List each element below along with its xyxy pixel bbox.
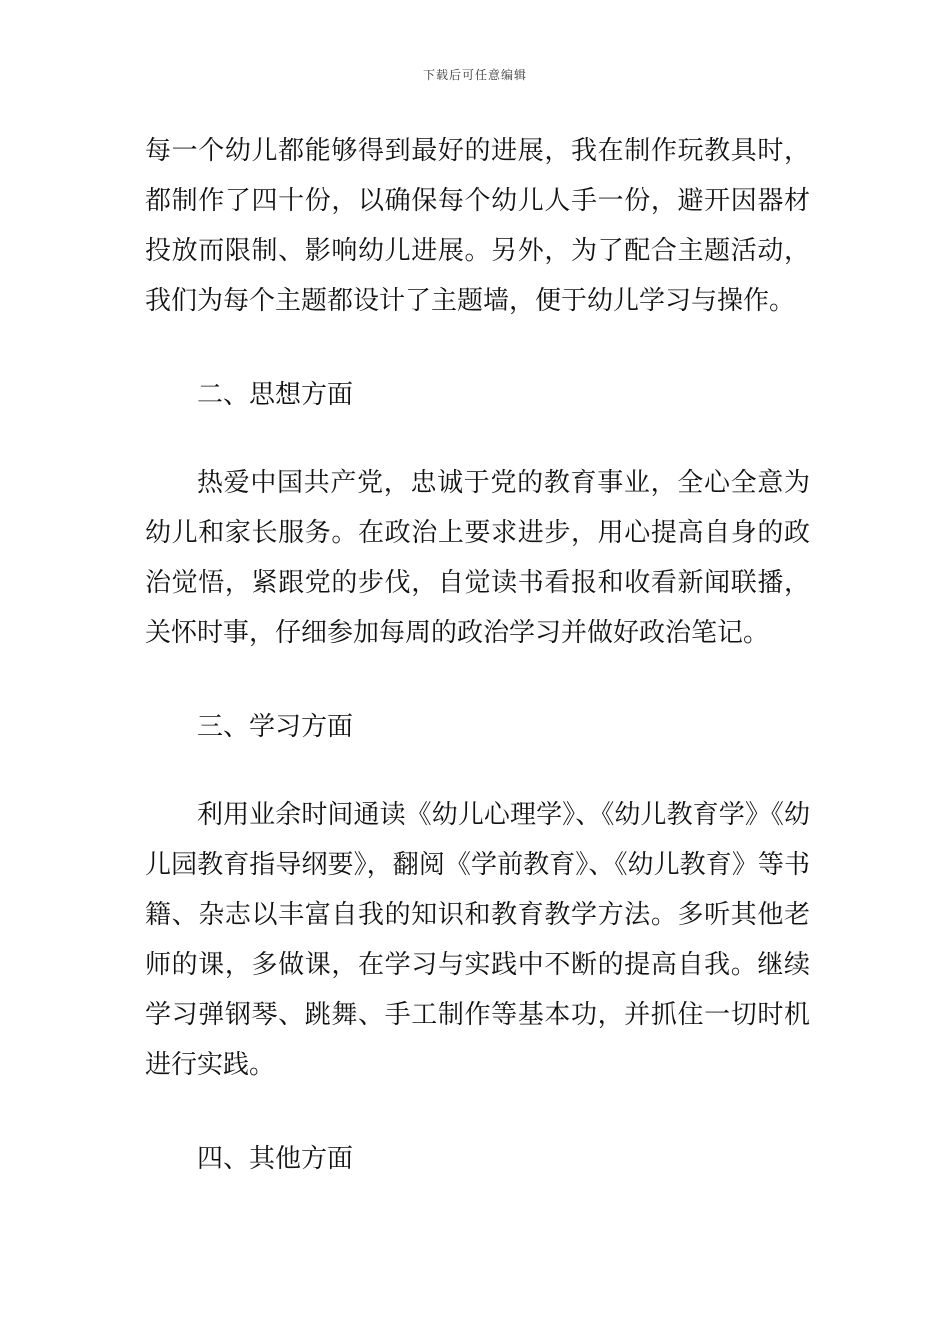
- document-body: [145, 126, 810, 1184]
- spacer: [145, 420, 810, 458]
- header-note: 下载后可任意编辑: [422, 68, 527, 82]
- spacer: [145, 326, 810, 370]
- section-heading-other: 四、其他方面: [197, 1144, 354, 1174]
- study-paragraph: 利用业余时间通读《幼儿心理学》、《幼儿教育学》《幼儿园教育指导纲要》，翻阅《学前教育》、《幼儿教育》等书籍、杂志以丰富自我的知识和教育教学方法。多听其他老师的课，多做课，在学习与实践中不断的提高自我。继续学习弹钢琴、跳舞、手工制作等基本功，并抓住一切时机进行实践。: [145, 800, 810, 1080]
- thought-paragraph: 热爱中国共产党，忠诚于党的教育事业，全心全意为幼儿和家长服务。在政治上要求进步，用心提高自身的政治觉悟，紧跟党的步伐，自觉读书看报和收看新闻联播，关怀时事，仔细参加每周的政治学习并做好政治笔记。: [145, 468, 810, 648]
- spacer: [145, 1090, 810, 1134]
- spacer: [145, 658, 810, 702]
- section-heading-study: 三、学习方面: [197, 712, 354, 742]
- section-heading-thought: 二、思想方面: [197, 380, 354, 410]
- intro-paragraph: 每一个幼儿都能够得到最好的进展，我在制作玩教具时，都制作了四十份，以确保每个幼儿人手一份，避开因器材投放而限制、影响幼儿进展。另外，为了配合主题活动，我们为每个主题都设计了主题墙，便于幼儿学习与操作。: [145, 136, 810, 316]
- spacer: [145, 752, 810, 790]
